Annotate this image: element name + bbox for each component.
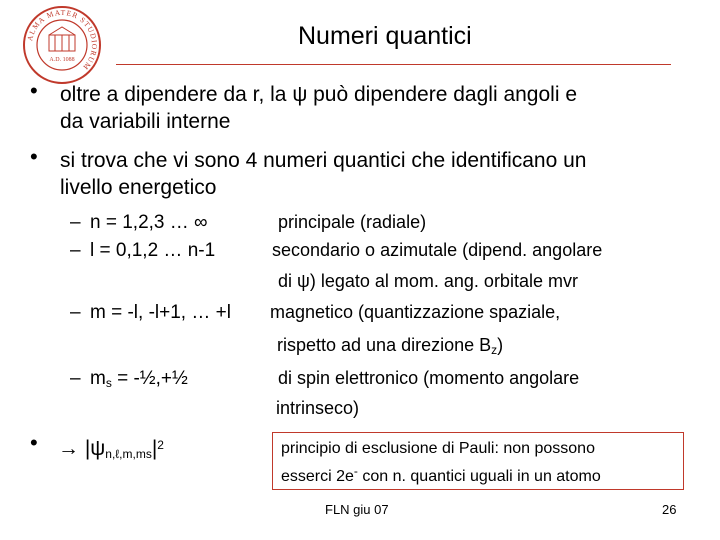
- seal-ring-text: ALMA MATER STUDIORUM: [25, 7, 100, 73]
- ms-description-cont: intrinseco): [276, 398, 360, 418]
- ms-label: $m_s$ = -½,+½: [90, 368, 188, 390]
- l-description-cont: di ψ) legato al mom. ang. orbitale mvr: [278, 271, 578, 291]
- university-seal-logo: [22, 5, 102, 85]
- dash-icon: –: [70, 212, 81, 233]
- pauli-line-1: principio di esclusione di Pauli: non possono: [281, 440, 595, 457]
- m-description: magnetico (quantizzazione spaziale,: [270, 302, 561, 322]
- title-divider: [116, 64, 671, 65]
- m-label: m = -l, -l+1, … +l: [90, 302, 231, 323]
- bullet-2-line-2: livello energetico: [60, 176, 217, 199]
- bullet-icon: •: [30, 78, 38, 103]
- bullet-icon: •: [30, 430, 38, 455]
- bullet-icon: •: [30, 144, 38, 169]
- m-description-cont: rispetto ad una direzione $B_z$): [277, 335, 504, 357]
- l-label: l = 0,1,2 … n-1: [90, 240, 216, 261]
- pauli-line-2: esserci 2e- con n. quantici uguali in un atomo: [281, 464, 601, 485]
- pauli-principle-box: [272, 432, 684, 490]
- dash-icon: –: [70, 368, 81, 389]
- bullet-1-line-1: oltre a dipendere da r, la ψ può dipendere dagli angoli e: [60, 83, 578, 106]
- dash-icon: –: [70, 240, 81, 261]
- wavefunction-expression: → $|\psi_{n,\ell,m,ms}|^2$: [58, 437, 164, 461]
- n-description: principale (radiale): [278, 212, 427, 232]
- l-description: secondario o azimutale (dipend. angolare: [272, 240, 603, 260]
- slide-title: Numeri quantici: [298, 22, 472, 50]
- ms-description: di spin elettronico (momento angolare: [278, 368, 580, 388]
- n-label: n = 1,2,3 … ∞: [90, 212, 208, 233]
- seal-year-text: A.D. 1088: [49, 57, 75, 63]
- bullet-2-line-1: si trova che vi sono 4 numeri quantici che identificano un: [60, 149, 587, 172]
- bullet-1-line-2: da variabili interne: [60, 110, 231, 133]
- footer-label: FLN giu 07: [325, 502, 389, 517]
- page-number: 26: [662, 502, 677, 517]
- dash-icon: –: [70, 302, 81, 323]
